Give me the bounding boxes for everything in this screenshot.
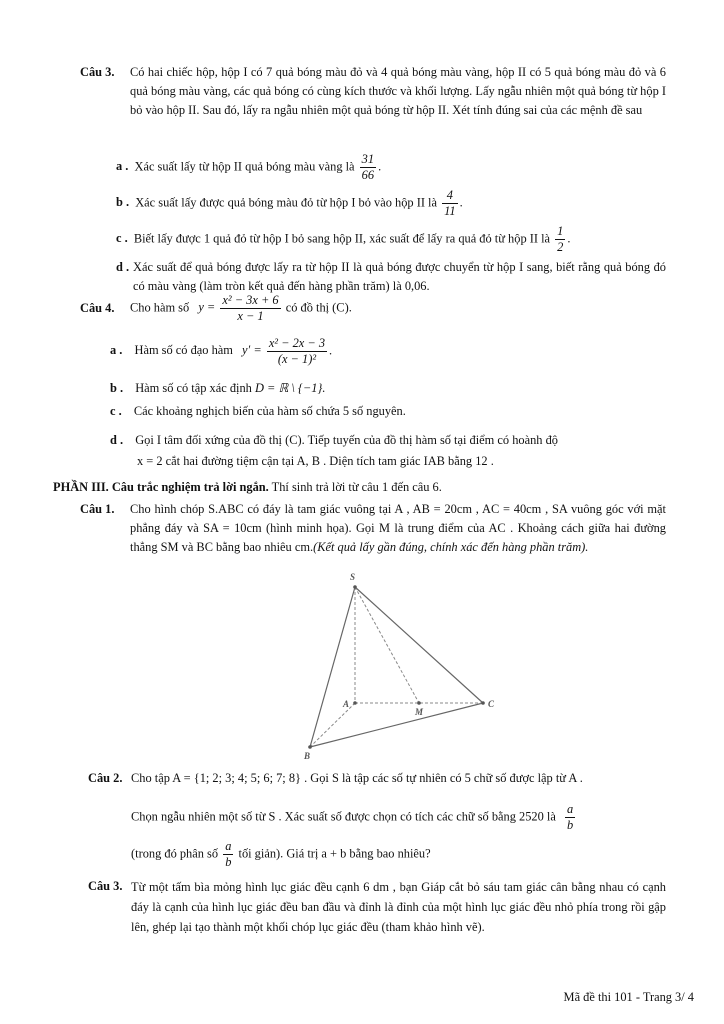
fraction: $\frac{\text{x² − 3x + 6}}{x - 1}$: [222, 293, 279, 323]
question-label: Câu 1.: [80, 502, 115, 516]
fraction: $\frac{\text{x² − 2x − 3}}{\text{(x − 1)²}}$: [268, 336, 326, 366]
edge-sm: [355, 587, 419, 703]
edge-sc: [355, 587, 483, 703]
question-label: Câu 4.: [80, 301, 115, 315]
question-label: Câu 3.: [80, 65, 115, 79]
option-d-text: Xác suất để quả bóng được lấy ra từ hộp II là quả bóng được chuyển từ hộp I sang, biết rằng quả bóng đó có màu vàng (làm tròn kết quả đến hàng phần trăm) là 0,06.: [133, 260, 666, 293]
option-a: a . Xác suất lấy từ hộp II quả bóng màu vàng là $\frac{31}{66}$ .: [116, 152, 382, 182]
option-label: a .: [116, 159, 129, 174]
question-text: Cho hình chóp S.ABC có đáy là tam giác vuông tại A , AB = 20cm , AC = 40cm , SA vuông góc với mặt phẳng đáy và SA = 10cm (hình minh họa). Gọi M là trung điểm của AC . Khoảng cách giữa hai đường thẳng SM và BC bằng bao nhiêu cm.(Kết quả lấy gần đúng, chính xác đến hàng phần trăm).: [130, 502, 666, 554]
option-label: d .: [110, 433, 124, 447]
option-a: a . Hàm số có đạo hàm y′ = $\frac{\text{x² − 2x − 3}}{\text{(x − 1)²}}$ .: [110, 336, 333, 366]
option-label: c .: [116, 231, 128, 246]
option-text: Xác suất lấy từ hộp II quả bóng màu vàng là: [134, 159, 355, 174]
option-c: [110, 402, 406, 421]
option-text: Các khoảng nghịch biến của hàm số chứa 5 số nguyên.: [133, 404, 406, 418]
fraction: $\frac{1}{2}$: [557, 224, 564, 254]
section-heading: PHẦN III. Câu trắc nghiệm trả lời ngắn. Thí sinh trả lời từ câu 1 đến câu 6.: [53, 480, 442, 494]
fraction: $\frac{a}{b}$: [566, 802, 574, 832]
vertex-label-b: B: [304, 751, 311, 761]
edge-bc: [310, 703, 483, 747]
option-text: Hàm số có đạo hàm: [134, 343, 233, 358]
option-text: Gọi I tâm đối xứng của đồ thị (C). Tiếp tuyến của đồ thị hàm số tại điểm có hoành độ: [135, 433, 558, 447]
pyramid-figure: [300, 572, 500, 762]
question-label: Câu 3.: [88, 879, 123, 893]
fraction: $\frac{4}{11}$: [444, 188, 456, 218]
vertex-label-a: A: [343, 699, 350, 709]
vertex-label-m: M: [415, 707, 424, 717]
question-text: Có hai chiếc hộp, hộp I có 7 quả bóng màu đỏ và 4 quả bóng màu vàng, hộp II có 5 quả bóng màu đỏ và 6 quả bóng màu vàng, các quả bóng có cùng kích thước và khối lượng. Lấy ngẫu nhiên một quả bóng từ hộp I bỏ vào hộp II. Sau đó, lấy ra ngẫu nhiên một quả bóng từ hộp II. Xét tính đúng sai của các mệnh đề sau: [130, 65, 666, 117]
question-text: Cho tập A = {1; 2; 3; 4; 5; 6; 7; 8} . Gọi S là tập các số tự nhiên có 5 chữ số được lập từ A .: [131, 771, 583, 785]
vertex-label-c: C: [488, 699, 495, 709]
edge-sb: [310, 587, 355, 747]
question-label: Câu 2.: [88, 771, 123, 785]
option-label: a .: [110, 343, 123, 358]
option-text: Biết lấy được 1 quả đỏ từ hộp I bỏ sang hộp II, xác suất để lấy ra quả đỏ từ hộp II là: [133, 231, 551, 246]
option-d: [110, 431, 558, 450]
option-label: b .: [110, 381, 124, 395]
question-text-cont: Chọn ngẫu nhiên một số từ S . Xác suất số được chọn có tích các chữ số bằng 2520 là $\frac{a}{b}$: [131, 802, 574, 832]
question-text: Cho hàm số y = $\frac{\text{x² − 3x + 6}}{x - 1}$ có đồ thị (C).: [130, 293, 352, 323]
vertex-label-s: S: [350, 572, 356, 582]
option-text: Hàm số có tập xác định: [135, 381, 252, 395]
option-text: Xác suất lấy được quả bóng màu đỏ từ hộp I bỏ vào hộp II là: [135, 195, 438, 210]
fraction: $\frac{31}{66}$: [361, 152, 375, 182]
option-b: b . Hàm số có tập xác định D = ℝ \ {−1}.: [110, 381, 326, 395]
option-label: d .: [116, 260, 130, 274]
option-label: b .: [116, 195, 130, 210]
question-text-cont: (trong đó phân số $\frac{a}{b}$ tối giản). Giá trị a + b bằng bao nhiêu?: [131, 839, 431, 869]
fraction: $\frac{a}{b}$: [225, 839, 232, 869]
option-b: b . Xác suất lấy được quả bóng màu đỏ từ hộp I bỏ vào hộp II là $\frac{4}{11}$ .: [116, 188, 463, 218]
page-footer: Mã đề thi 101 - Trang 3/ 4: [563, 990, 694, 1004]
option-d-cont: x = 2 cắt hai đường tiệm cận tại A, B . Diện tích tam giác IAB bằng 12 .: [137, 454, 494, 468]
option-label: c .: [110, 404, 122, 418]
question-text: Từ một tấm bìa mỏng hình lục giác đều cạnh 6 dm , bạn Giáp cắt bỏ sáu tam giác cân bằng nhau có cạnh đáy là cạnh của hình lục giác đều ban đầu và đỉnh là đỉnh của một hình lục giác đều nhỏ phía trong rồi gập lên, ghép lại tạo thành một khối chóp lục giác đều (tham khảo hình vẽ).: [131, 880, 666, 934]
option-c: c . Biết lấy được 1 quả đỏ từ hộp I bỏ sang hộp II, xác suất để lấy ra quả đỏ từ hộp II là $\frac{1}{2}$ .: [116, 224, 571, 254]
